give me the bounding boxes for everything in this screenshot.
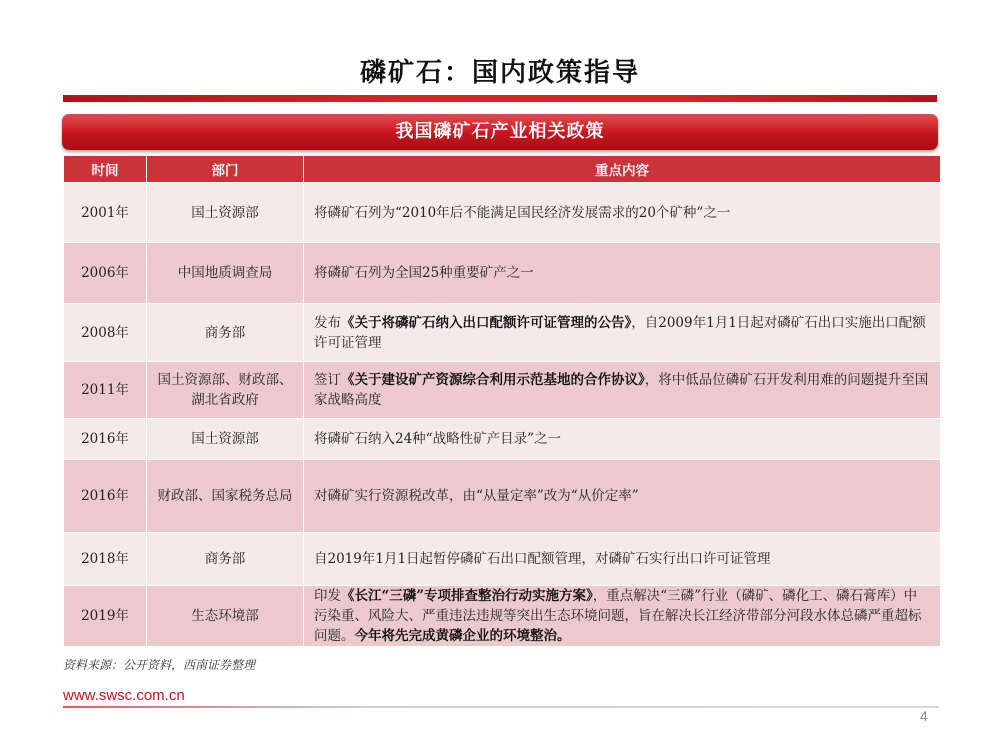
row-content [304,460,941,533]
content-text: 发布 [314,314,341,331]
table-row [64,304,941,362]
row-content [304,586,941,647]
content-text: ，重点解决“三磷”行业（磷矿、磷化工、磷石膏库）中污染重、风险大、严重违法违规等突出生态环境问题，旨在解决长江经济带部分河段水体总磷严重超标问题。 [314,588,922,644]
row-department: 国土资源部 [147,183,304,243]
row-department: 财政部、国家税务总局 [147,460,304,533]
table-row [64,460,941,533]
content-text: 将磷矿石列为“2010年后不能满足国民经济发展需求的20个矿种”之一 [314,204,731,221]
row-content [304,419,941,460]
content-emphasis: 《关于建设矿产资源综合利用示范基地的合作协议》 [341,372,645,388]
table-row [64,533,941,586]
row-content [304,533,941,586]
table-row [64,243,941,304]
row-content [304,243,941,304]
table-row [64,419,941,460]
table-row [64,183,941,243]
row-year: 2006年 [64,243,147,304]
header-time: 时间 [64,156,147,183]
table-row [64,586,941,647]
content-text: 对磷矿实行资源税改革，由“从量定率”改为“从价定率” [314,488,639,504]
content-text: 自2019年1月1日起暂停磷矿石出口配额管理，对磷矿石实行出口许可证管理 [314,551,771,567]
content-text: 印发 [314,588,341,604]
content-text: ，自2009年1月1日起对磷矿石出口实施出口配额许可证管理 [314,314,926,351]
page-title: 磷矿石：国内政策指导 [359,58,640,88]
row-content [304,183,941,243]
row-year: 2016年 [64,460,147,533]
content-text: 签订 [314,372,341,388]
row-department: 商务部 [147,533,304,586]
content-text: ，将中低品位磷矿石开发利用难的问题提升至国家战略高度 [314,372,929,408]
row-department: 国土资源部 [147,419,304,460]
row-department: 生态环境部 [147,586,304,647]
website-link[interactable]: www.swsc.com.cn [63,687,185,704]
source-note: 资料来源：公开资料，西南证券整理 [63,658,256,672]
header-content: 重点内容 [304,156,941,183]
content-emphasis: 《长江“三磷”专项排查整治行动实施方案》 [341,588,593,604]
content-text: 将磷矿石纳入24种“战略性矿产目录”之一 [314,431,561,447]
content-emphasis: 今年将先完成黄磷企业的环境整治。 [354,628,571,644]
row-year: 2011年 [64,362,147,419]
row-year: 2018年 [64,533,147,586]
header-department: 部门 [147,156,304,183]
title-divider [63,95,937,102]
content-emphasis: 《关于将磷矿石纳入出口配额许可证管理的公告》 [341,314,632,331]
table-row [64,362,941,419]
row-content [304,362,941,419]
policy-table [63,155,941,647]
row-department: 中国地质调查局 [147,243,304,304]
footer-divider [63,706,939,708]
row-year: 2019年 [64,586,147,647]
row-year: 2001年 [64,183,147,243]
row-year: 2016年 [64,419,147,460]
section-banner: 我国磷矿石产业相关政策 [62,114,938,150]
row-content [304,304,941,362]
table-header-row [64,156,941,183]
content-text: 将磷矿石列为全国25种重要矿产之一 [314,265,534,281]
row-department: 国土资源部、财政部、湖北省政府 [147,362,304,419]
page-number: 4 [920,708,928,724]
row-year: 2008年 [64,304,147,362]
row-department: 商务部 [147,304,304,362]
